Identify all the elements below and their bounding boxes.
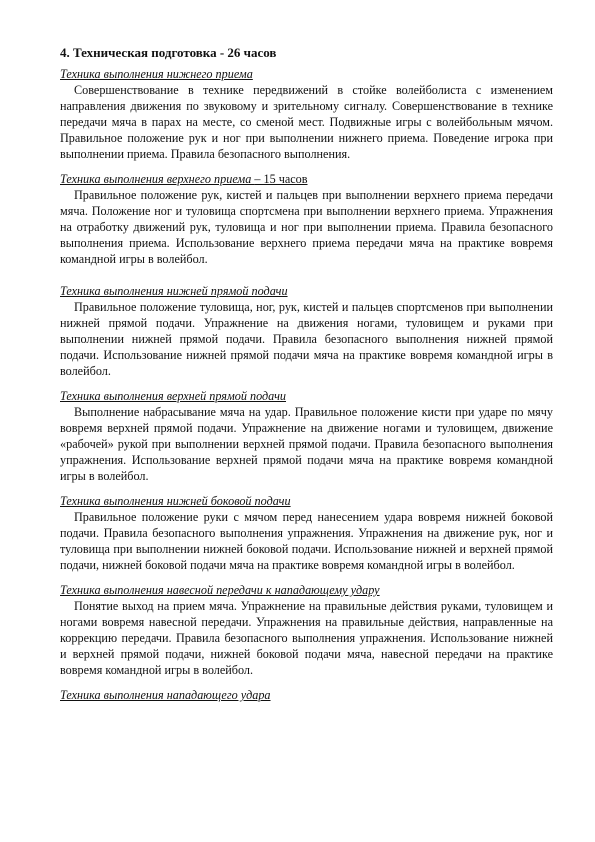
subsection-heading: Техника выполнения верхней прямой подачи <box>60 389 287 403</box>
subsection-attack-hit <box>60 687 553 703</box>
subsection-heading: Техника выполнения верхнего приема – 15 часов <box>60 172 308 186</box>
subsection-heading: Техника выполнения нижней боковой подачи <box>60 494 291 508</box>
subsection-lower-direct-serve <box>60 283 553 379</box>
subsection-upper-reception <box>60 171 553 267</box>
subsection-text: Правильное положение рук, кистей и пальцев при выполнении верхнего приема передачи мяча. Положение ног и туловища спортсмена при выполнении верхнего приема. Упражнения на отработку движений рук, туловища и ног при выполнении приема. Правила безопасного выполнения приема. Использование верхнего приема передачи мяча на практике вовремя командной игры в волейбол. <box>60 188 553 266</box>
subsection-heading: Техника выполнения нижнего приема <box>60 67 253 81</box>
subsection-lower-side-serve <box>60 493 553 573</box>
subsection-text: Совершенствование в технике передвижений в стойке волейболиста с изменением направления движения по звуковому и зрительному сигналу. Совершенствование в технике передачи мяча в парах на месте, со сменой мест. Подвижные игры с волейбольным мячом. Правильное положение рук и ног при выполнении нижнего приема. Поведение игрока при выполнении приема. Правила безопасного выполнения. <box>60 83 553 161</box>
subsection-text: Правильное положение руки с мячом перед нанесением удара вовремя нижней боковой подачи. Правила безопасного выполнения упражнения. Упражнения на движение рук, ног и туловища при выполнении нижней боковой подачи. Использование нижней и верхней прямой подачи, нижней боковой подачи мяча на практике вовремя командной игры в волейбол. <box>60 510 553 572</box>
section-title: 4. Техническая подготовка - 26 часов <box>60 45 277 60</box>
subsection-heading: Техника выполнения навесной передачи к нападающему удару <box>60 583 380 597</box>
subsection-text: Правильное положение туловища, ног, рук, кистей и пальцев спортсменов при выполнении нижней прямой подачи. Упражнение на движения ногами, туловищем и руками при выполнении нижней прямой подачи. Правила безопасного выполнения нижней прямой подачи. Использование нижней прямой подачи мяча на практике вовремя командной игры в волейбол. <box>60 300 553 378</box>
subsection-hanging-pass <box>60 582 553 678</box>
subsection-text: Выполнение набрасывание мяча на удар. Правильное положение кисти при ударе по мячу вовремя верхней прямой подачи. Упражнение на движение ногами и туловищем, движение «рабочей» рукой при выполнении верхней прямой подачи. Правила безопасного выполнения упражнения. Использование верхней прямой подачи мяча на практике вовремя командной игры в волейбол. <box>60 405 553 483</box>
subsection-heading: Техника выполнения нижней прямой подачи <box>60 284 288 298</box>
subsection-upper-direct-serve <box>60 388 553 484</box>
subsection-text: Понятие выход на прием мяча. Упражнение на правильные действия руками, туловищем и ногами вовремя навесной передачи. Упражнения на правильные действия, направленные на коррекцию передачи. Правила безопасного выполнения упражнения. Использование нижней и верхней прямой подачи, нижней боковой подачи мяча, навесной передачи на практике вовремя командной игры в волейбол. <box>60 599 553 677</box>
subsection-lower-reception <box>60 66 553 162</box>
subsection-heading: Техника выполнения нападающего удара <box>60 688 271 702</box>
